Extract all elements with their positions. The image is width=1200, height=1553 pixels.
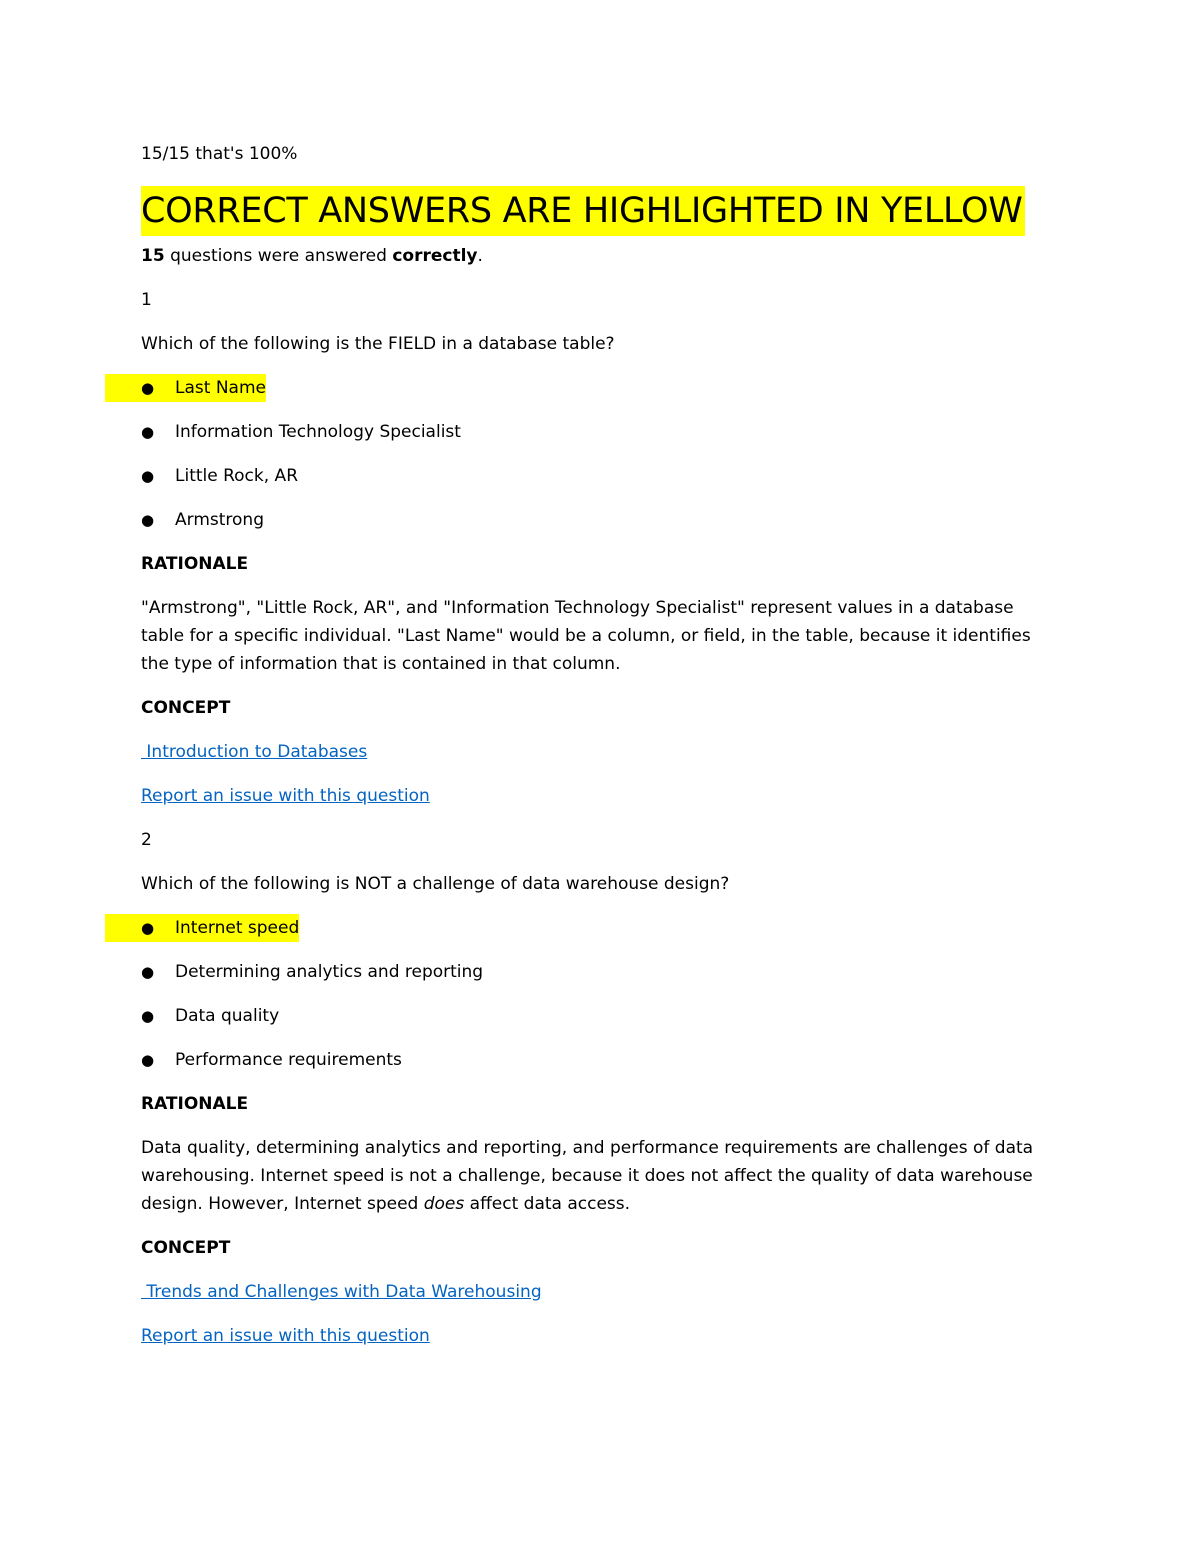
rationale-heading: RATIONALE bbox=[141, 554, 249, 574]
rationale-line: Data quality, determining analytics and reporting, and performance requirements are challenges of data bbox=[141, 1138, 1034, 1158]
bullet-icon: ● bbox=[141, 467, 155, 485]
option-item bbox=[141, 958, 1061, 986]
rationale-text bbox=[141, 594, 1061, 678]
option-wrap bbox=[105, 1046, 402, 1074]
summary-line bbox=[141, 242, 1061, 270]
bullet-icon: ● bbox=[141, 919, 155, 937]
option-wrap bbox=[105, 506, 264, 534]
concept-link[interactable]: Introduction to Databases bbox=[141, 742, 368, 762]
option-list bbox=[141, 374, 1061, 534]
option-item bbox=[141, 1002, 1061, 1030]
option-wrap bbox=[105, 958, 483, 986]
question-text: Which of the following is the FIELD in a database table? bbox=[141, 334, 615, 354]
rationale-text bbox=[141, 1134, 1061, 1218]
score-text: 15/15 that's 100% bbox=[141, 144, 298, 164]
banner-wrap bbox=[141, 186, 1061, 236]
option-label: Last Name bbox=[175, 378, 266, 398]
option-item bbox=[141, 914, 1061, 942]
rationale-after: affect data access. bbox=[464, 1194, 631, 1214]
summary-count: 15 bbox=[141, 246, 165, 266]
rationale-emph: does bbox=[423, 1194, 465, 1214]
answers-banner: CORRECT ANSWERS ARE HIGHLIGHTED IN YELLOW bbox=[141, 186, 1025, 236]
question-2 bbox=[141, 826, 1061, 1350]
concept-heading: CONCEPT bbox=[141, 698, 231, 718]
concept-link[interactable]: Trends and Challenges with Data Warehousing bbox=[141, 1282, 542, 1302]
question-number: 2 bbox=[141, 830, 152, 850]
option-item bbox=[141, 506, 1061, 534]
option-highlight bbox=[105, 374, 266, 402]
question-1 bbox=[141, 286, 1061, 810]
report-issue-link[interactable]: Report an issue with this question bbox=[141, 786, 430, 806]
bullet-icon: ● bbox=[141, 963, 155, 981]
rationale-line: "Armstrong", "Little Rock, AR", and "Information Technology Specialist" represent values in a database bbox=[141, 598, 1014, 618]
option-wrap bbox=[105, 1002, 279, 1030]
option-label: Data quality bbox=[175, 1006, 280, 1026]
option-highlight bbox=[105, 914, 299, 942]
summary-middle: questions were answered bbox=[164, 246, 393, 266]
report-issue-link[interactable]: Report an issue with this question bbox=[141, 1326, 430, 1346]
summary-end: . bbox=[477, 246, 483, 266]
option-label: Performance requirements bbox=[175, 1050, 402, 1070]
option-label: Little Rock, AR bbox=[175, 466, 299, 486]
rationale-before: design. However, Internet speed bbox=[141, 1194, 424, 1214]
option-item bbox=[141, 1046, 1061, 1074]
option-label: Armstrong bbox=[175, 510, 264, 530]
concept-heading: CONCEPT bbox=[141, 1238, 231, 1258]
option-list bbox=[141, 914, 1061, 1074]
rationale-line bbox=[141, 1190, 1061, 1218]
bullet-icon: ● bbox=[141, 1051, 155, 1069]
option-label: Determining analytics and reporting bbox=[175, 962, 484, 982]
question-text: Which of the following is NOT a challenge of data warehouse design? bbox=[141, 874, 730, 894]
rationale-line: warehousing. Internet speed is not a challenge, because it does not affect the quality of data warehouse bbox=[141, 1166, 1033, 1186]
summary-emph: correctly bbox=[392, 246, 478, 266]
bullet-icon: ● bbox=[141, 379, 155, 397]
document-page bbox=[141, 140, 1061, 1366]
rationale-line: table for a specific individual. "Last Name" would be a column, or field, in the table, because it identifies bbox=[141, 626, 1031, 646]
question-number: 1 bbox=[141, 290, 152, 310]
rationale-heading: RATIONALE bbox=[141, 1094, 249, 1114]
option-item bbox=[141, 462, 1061, 490]
bullet-icon: ● bbox=[141, 423, 155, 441]
option-item bbox=[141, 418, 1061, 446]
option-wrap bbox=[105, 418, 461, 446]
option-label: Information Technology Specialist bbox=[175, 422, 461, 442]
option-wrap bbox=[105, 462, 298, 490]
bullet-icon: ● bbox=[141, 511, 155, 529]
rationale-line: the type of information that is contained in that column. bbox=[141, 654, 621, 674]
bullet-icon: ● bbox=[141, 1007, 155, 1025]
option-label: Internet speed bbox=[175, 918, 300, 938]
option-item bbox=[141, 374, 1061, 402]
